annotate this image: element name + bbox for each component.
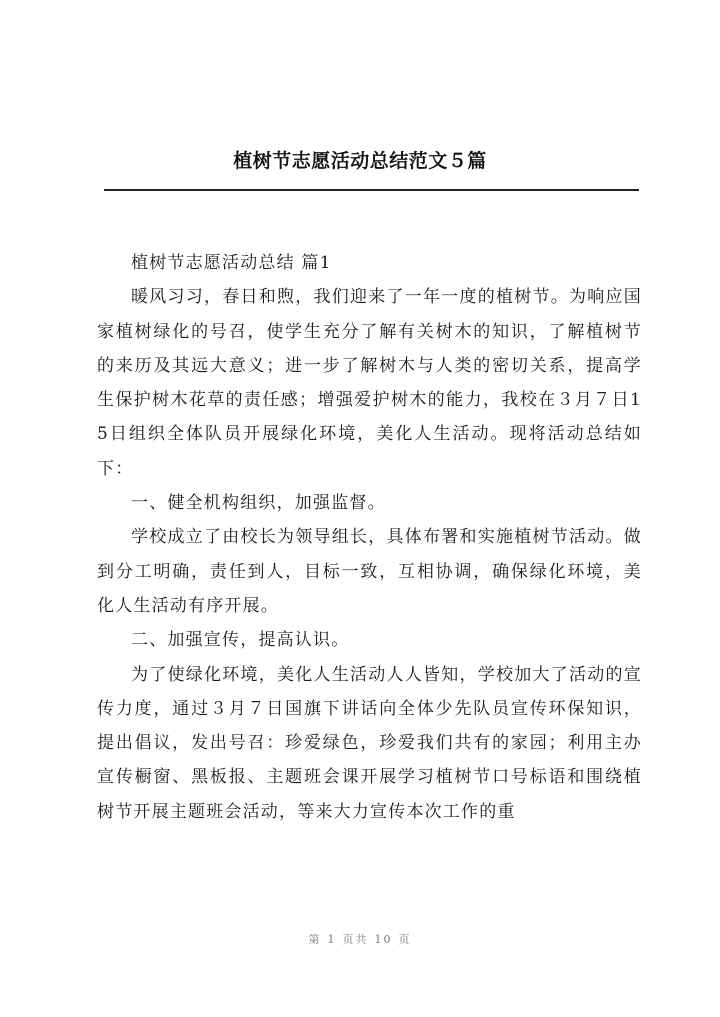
page-total: 10 — [374, 933, 393, 946]
paragraph: 学校成立了由校长为领导组长，具体布署和实施植树节活动。做到分工明确，责任到人，目标一致，互相协调，确保绿化环境，美化人生活动有序开展。 — [97, 527, 642, 616]
page-middle: 页共 — [342, 933, 369, 946]
document-body — [97, 246, 642, 829]
paragraph: 暖风习习，春日和煦，我们迎来了一年一度的植树节。为响应国家植树绿化的号召，使学生充分了解有关树木的知识，了解植树节的来历及其远大意义；进一步了解树木与人类的密切关系，提高学生保护树木花草的责任感；增强爱护树木的能力，我校在３月７日15日组织全体队员开展绿化环境，美化人生活动。现将活动总结如下： — [97, 287, 642, 479]
section-heading: 一、健全机构组织，加强监督。 — [131, 493, 386, 514]
document-title: 植树节志愿活动总结范文５篇 — [233, 150, 487, 172]
title-divider — [104, 189, 639, 191]
page-current: 1 — [327, 933, 337, 946]
page-footer — [0, 931, 720, 947]
section-heading: 植树节志愿活动总结 篇1 — [131, 253, 332, 273]
page-suffix: 页 — [398, 933, 412, 946]
section-heading: 二、加强宣传，提高认识。 — [131, 630, 350, 651]
page-prefix: 第 — [308, 933, 322, 946]
paragraph: 为了使绿化环境，美化人生活动人人皆知，学校加大了活动的宣传力度，通过３月７日国旗下讲话向全体少先队员宣传环保知识，提出倡议，发出号召：珍爱绿色，珍爱我们共有的家园；利用主办宣传橱窗、黑板报、主题班会课开展学习植树节口号标语和围绕植树节开展主题班会活动，等来大力宣传本次工作的重 — [97, 664, 642, 822]
